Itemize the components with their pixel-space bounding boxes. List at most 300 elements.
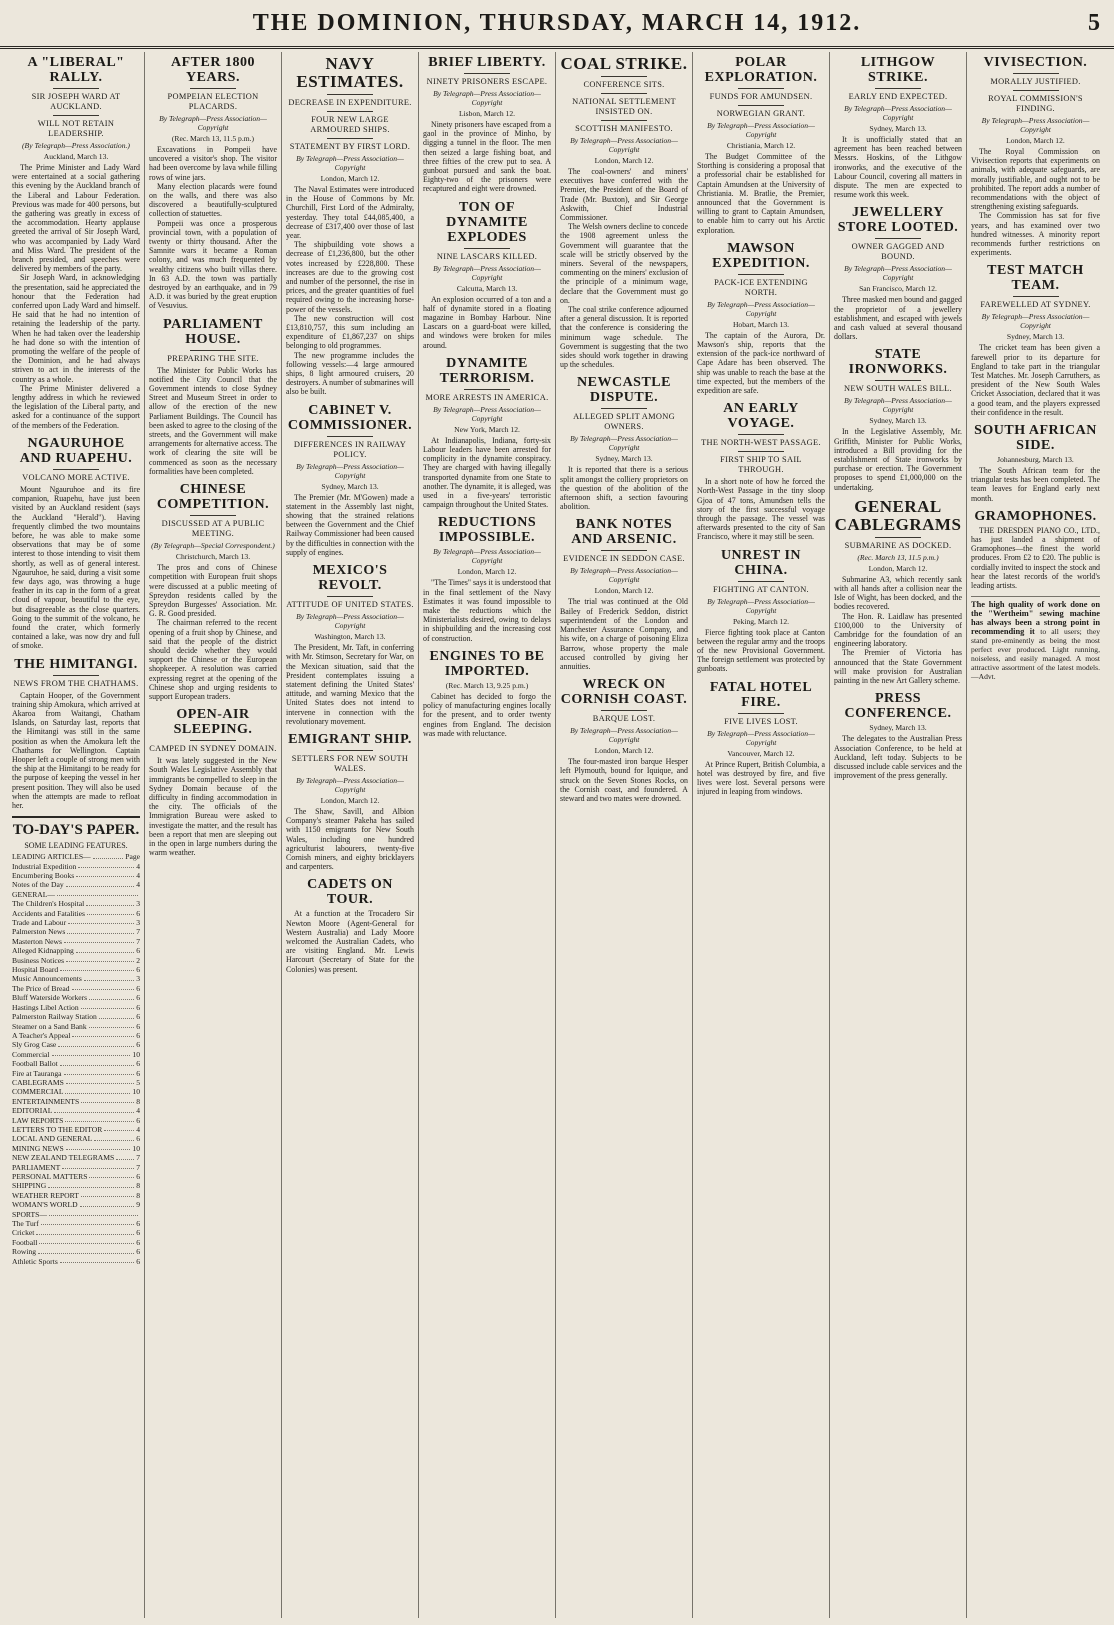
index-page: 5 <box>136 1077 140 1087</box>
index-leader <box>67 927 134 933</box>
article-subheading: CAMPED IN SYDNEY DOMAIN. <box>149 744 277 754</box>
index-label: Music Announcements <box>12 974 82 984</box>
article-byline: By Telegraph—Press Association—Copyright <box>707 728 815 747</box>
article-byline: By Telegraph—Press Association—Copyright <box>433 547 541 566</box>
article-subheading: ALLEGED SPLIT AMONG OWNERS. <box>573 412 675 432</box>
index-page: 6 <box>136 1040 140 1050</box>
article-subheading: FOUR NEW LARGE ARMOURED SHIPS. <box>310 115 390 134</box>
article-subheading: PREPARING THE SITE. <box>167 353 259 363</box>
index-page: 6 <box>136 983 140 993</box>
index-row <box>12 1116 140 1125</box>
article <box>286 563 414 726</box>
headline-rule <box>738 105 784 106</box>
index-leader <box>64 937 134 943</box>
article <box>560 55 688 369</box>
index-leader <box>81 1003 135 1009</box>
index-label: Hastings Libel Action <box>12 1002 79 1012</box>
index-row <box>12 927 140 936</box>
index-row <box>12 1012 140 1021</box>
article-paragraph: The Shaw, Savill, and Albion Company's steamer Pakeha has sailed with 1150 emigrants for New South Wales, including one hundred agriculturist labourers, twenty-five Cornish miners, and eighty bricklayers and carpenters. <box>286 806 414 872</box>
index-leader <box>104 1125 134 1131</box>
index-label: Sly Grog Case <box>12 1040 57 1050</box>
article-paragraph: The new programme includes the following vessels:—4 large armoured ships, 8 light armoured cruisers, 20 destroyers. A number of submarines will also be built. <box>286 350 414 397</box>
article-dateline: London, March 12. <box>594 586 654 596</box>
index-label: Commercial <box>12 1049 50 1059</box>
article <box>149 482 277 701</box>
article-subheading: ATTITUDE OF UNITED STATES. <box>286 600 414 610</box>
index-label: EDITORIAL <box>12 1106 53 1116</box>
index-leader <box>60 1059 134 1065</box>
index-row <box>12 965 140 974</box>
index-page: 9 <box>136 1200 140 1210</box>
article-paragraph: The Commission has sat for five years, and has examined over two hundred witnesses. A minority report recommends further restrictions on experiments. <box>971 211 1100 258</box>
article-subheading: NINE LASCARS KILLED. <box>436 251 538 261</box>
index-row <box>12 890 140 899</box>
article-headline: BRIEF LIBERTY. <box>428 55 546 70</box>
index-label: Accidents and Fatalities <box>12 908 85 918</box>
article-headline: CADETS ON TOUR. <box>307 877 393 908</box>
index-leader <box>58 1040 134 1046</box>
article-paragraph: Fierce fighting took place at Canton between the regular army and the troops of the new Provisional Government. The foreign settlement was protected by gunboats. <box>697 627 825 674</box>
article-paragraph: The Prime Minister and Lady Ward were entertained at a social gathering this evening by the Auckland branch of the Liberal and Labour Federation. Previous was made for 400 persons, but the gathering was greatly in excess of the accommodation. Hearty applause greeted the arrival of Sir Joseph Ward, who was accompanied by Lady Ward and Miss Ward. The president of the branch presided, and speeches were delivered by members of the party. <box>12 163 140 274</box>
index-leader <box>60 965 134 971</box>
article-paragraph: At Indianapolis, Indiana, forty-six Labour leaders have been arrested for complicity in the dynamite conspiracy. They are charged with having illegally transported dynamite from one State to another. The dynamite, it is alleged, was used in a five-years' terroristic campaign throughout the United States. <box>423 435 551 510</box>
index-page: 6 <box>136 1256 140 1266</box>
index-label: Trade and Labour <box>12 918 67 928</box>
index-leader <box>81 1097 134 1103</box>
article-dateline: Sydney, March 13. <box>869 723 927 733</box>
index-leader <box>72 984 135 990</box>
article <box>12 657 140 811</box>
headline-rule <box>53 115 99 116</box>
article-headline: COAL STRIKE. <box>560 54 688 73</box>
article-headline: REDUCTIONS IMPOSSIBLE. <box>437 515 537 546</box>
index-row <box>12 918 140 927</box>
index-leader <box>81 1191 134 1197</box>
index-leader <box>66 956 134 962</box>
index-page: 6 <box>136 1134 140 1144</box>
headline-rule <box>53 469 99 470</box>
article-subheading: POMPEIAN ELECTION PLACARDS. <box>167 92 259 111</box>
index-row <box>12 852 140 861</box>
index-row <box>12 946 140 955</box>
article-paragraph: The delegates to the Australian Press Association Conference, to be held at Auckland, left today. Subjects to be discussed include cable services and the improvement of the press generally. <box>834 734 962 781</box>
index-title: TO-DAY'S PAPER. <box>12 816 140 839</box>
article-subheading: DISCUSSED AT A PUBLIC MEETING. <box>161 519 265 539</box>
article-subheading: FIVE LIVES LOST. <box>724 716 798 726</box>
article <box>971 423 1100 503</box>
column-5 <box>556 52 693 1618</box>
article-byline: By Telegraph—Press Association—Copyright <box>707 299 815 318</box>
article-paragraph: In a short note of how he forced the North-West Passage in the tiny sloop Gjoa of 47 tons, Amundsen tells the story of the first successful voyage through the passage. The vessel was afterwards presented to the city of San Francisco, where it may still be seen. <box>697 477 825 542</box>
index-row <box>12 1040 140 1049</box>
article-headline: PARLIAMENT HOUSE. <box>163 316 263 347</box>
article <box>697 241 825 395</box>
index-row <box>12 984 140 993</box>
article-dateline: Calcutta, March 13. <box>456 283 518 293</box>
article-headline: GRAMOPHONES. <box>974 508 1097 524</box>
index-label: Football <box>12 1237 38 1247</box>
index-row <box>12 862 140 871</box>
article-byline: By Telegraph—Press Association—Copyright <box>296 775 404 794</box>
index-row <box>12 1125 140 1134</box>
index-label: Notes of the Day <box>12 880 64 890</box>
index-leader <box>72 1031 134 1037</box>
index-label: CABLEGRAMS <box>12 1077 64 1087</box>
article-headline: MAWSON EXPEDITION. <box>712 240 810 271</box>
article-paragraph: The Minister for Public Works has notified the City Council that the Government intends to close Sydney Street and Museum Street in order to allow of the erection of the new Parliament Buildings. The Council has been asked to agree to the closing of the streets, and the Government will make arrangements for alternative access. The work of clearing the site will be commenced as soon as the necessary formalities have been completed. <box>149 365 277 476</box>
index-page: 6 <box>136 1237 140 1247</box>
index-leader <box>66 1078 134 1084</box>
index-page: 4 <box>136 880 140 890</box>
column-7 <box>830 52 967 1618</box>
article-dateline: San Francisco, March 12. <box>859 284 937 294</box>
article-paragraph: The four-masted iron barque Hesper left Plymouth, bound for Iquique, and struck on the Seven Stones Rocks, on the Cornish coast, and foundered. A steward and two mates were drowned. <box>560 757 688 803</box>
index-row <box>12 1050 140 1059</box>
headline-rule <box>190 88 236 89</box>
article-headline: DYNAMITE TERRORISM. <box>439 355 535 386</box>
index-page: 10 <box>132 1143 140 1153</box>
index-row <box>12 871 140 880</box>
article-byline: By Telegraph—Press Association—Copyright <box>570 566 678 585</box>
article-subheading: VOLCANO MORE ACTIVE. <box>22 472 130 482</box>
index-row <box>12 974 140 983</box>
page-number: 5 <box>1088 10 1100 36</box>
index-row <box>12 880 140 889</box>
article-byline: By Telegraph—Press Association—Copyright <box>844 396 952 415</box>
article-byline: By Telegraph—Press Association—Copyright <box>296 612 404 631</box>
index-page: 8 <box>136 1190 140 1200</box>
article <box>834 498 962 685</box>
article-subheading: EARLY END EXPECTED. <box>848 92 948 101</box>
article <box>423 649 551 738</box>
index-leader <box>99 1012 134 1018</box>
article-byline: By Telegraph—Press Association—Copyright <box>844 264 952 283</box>
article-subheading: NINETY PRISONERS ESCAPE. <box>426 77 548 86</box>
article-byline: (By Telegraph—Press Association.) <box>22 141 130 150</box>
article-dateline: London, March 12. <box>457 567 517 577</box>
article-subheading: FUNDS FOR AMUNDSEN. <box>709 92 813 101</box>
article-subheading: SETTLERS FOR NEW SOUTH WALES. <box>291 753 409 773</box>
article-paragraph: The Hon. R. Laidlaw has presented £100,000 to the University of Cambridge for the foundation of an engineering laboratory. <box>834 611 962 649</box>
headline-rule <box>601 76 647 77</box>
index-row <box>12 1172 140 1181</box>
article-paragraph: Cabinet has decided to forgo the policy of manufacturing engines locally for the present, and to order twenty engines from England. The decision was made with reluctance. <box>423 691 551 738</box>
headline-rule <box>1013 296 1059 297</box>
index-page: 6 <box>136 965 140 975</box>
article-headline: UNREST IN CHINA. <box>720 547 802 578</box>
index-page: 7 <box>136 936 140 946</box>
advertisement-text: to all users; they stand pre-eminently as being the most perfect ever produced. Light running, noiseless, and easily managed. A most attractive assortment of the latest models.—Advt. <box>971 627 1101 682</box>
index-label: SHIPPING <box>12 1181 47 1191</box>
article-headline: STATE IRONWORKS. <box>848 347 948 378</box>
article-subheading: WILL NOT RETAIN LEADERSHIP. <box>37 119 115 138</box>
article-subheading: THE NORTH-WEST PASSAGE. <box>701 438 821 448</box>
article-byline: By Telegraph—Press Association—Copyright <box>296 461 404 480</box>
masthead <box>0 0 1114 49</box>
article-subheading: PACK-ICE EXTENDING NORTH. <box>714 277 808 297</box>
index-row <box>12 1228 140 1237</box>
index-leader <box>65 1087 130 1093</box>
index-row <box>12 1191 140 1200</box>
index-leader <box>66 880 135 886</box>
article-subheading: OWNER GAGGED AND BOUND. <box>851 242 945 262</box>
headline-rule <box>327 750 373 751</box>
index-label: WOMAN'S WORLD <box>12 1200 78 1210</box>
article-paragraph: The Prime Minister delivered a lengthy address in which he reviewed the legislation of the Liberal party, and asked for a continuance of the support of the members of the Federation. <box>12 383 140 430</box>
article-byline: By Telegraph—Press Association—Copyright <box>707 596 815 615</box>
index-page: 6 <box>136 908 140 918</box>
article-byline: (By Telegraph—Special Correspondent.) <box>151 541 275 551</box>
index-leader <box>41 1219 134 1225</box>
article-subheading: CONFERENCE SITS. <box>583 80 665 89</box>
article-paragraph: The coal-owners' and miners' executives have conferred with the Premier, the President of the Board of Trade (Mr. Buxton), and Sir George Askwith, Chief Industrial Commissioner. <box>560 167 688 223</box>
index-leader <box>39 1238 134 1244</box>
article <box>697 548 825 674</box>
article <box>560 517 688 671</box>
index-label: PARLIAMENT <box>12 1162 61 1172</box>
article-dateline: Sydney, March 13. <box>869 416 927 426</box>
article-subheading: NATIONAL SETTLEMENT INSISTED ON. <box>572 97 676 116</box>
article-dateline: Johannesburg, March 13. <box>997 455 1074 465</box>
article-paragraph: In the Legislative Assembly, Mr. Griffith, Minister for Public Works, introduced a Bill providing for the establishment of State ironworks by purchase or erection. The Government proposes to spend £1,000,000 on the undertaking. <box>834 427 962 492</box>
headline-rule <box>327 138 373 139</box>
index-leader <box>76 871 134 877</box>
article-headline: THE HIMITANGI. <box>14 656 138 672</box>
index-label: Steamer on a Sand Bank <box>12 1021 87 1031</box>
article-headline: BANK NOTES AND ARSENIC. <box>571 517 677 548</box>
index-page: 7 <box>136 927 140 937</box>
index-leader <box>60 1257 134 1263</box>
article-paragraph: Three masked men bound and gagged the proprietor of a jewellery establishment, and escaped with jewels and cash valued at several thousand dollars. <box>834 295 962 342</box>
article <box>149 55 277 311</box>
index-page: 4 <box>136 871 140 880</box>
article-paragraph: THE DRESDEN PIANO CO., LTD., has just landed a shipment of Gramophones—the finest the world produces. From £2 to £20. The public is cordially invited to inspect the stock and hear the latest records of the world's leading artists. <box>971 525 1100 591</box>
article-dateline: Sydney, March 13. <box>595 454 653 464</box>
index-leader <box>78 862 134 868</box>
article-paragraph: The South African team for the triangular tests has been completed. The team leaves for England early next month. <box>971 466 1100 503</box>
article <box>423 55 551 194</box>
article-headline: WRECK ON CORNISH COAST. <box>560 677 688 708</box>
headline-rule <box>738 88 784 89</box>
article-headline: PRESS CONFERENCE. <box>844 691 952 722</box>
headline-rule <box>327 596 373 597</box>
index-leader <box>68 918 134 924</box>
index-leader <box>57 890 138 896</box>
article-headline: MEXICO'S REVOLT. <box>312 563 388 594</box>
headline-rule <box>601 710 647 711</box>
index-label: Cricket <box>12 1228 35 1238</box>
article <box>423 515 551 642</box>
index-label: A Teacher's Appeal <box>12 1030 71 1040</box>
index-row <box>12 1144 140 1153</box>
index-label: LAW REPORTS <box>12 1115 64 1125</box>
article-headline: VIVISECTION. <box>983 55 1088 70</box>
index-leader <box>89 993 134 999</box>
article-subheading: FAREWELLED AT SYDNEY. <box>980 300 1091 310</box>
article <box>834 55 962 199</box>
article-subheading: DECREASE IN EXPENDITURE. <box>288 98 412 107</box>
headline-rule <box>601 550 647 551</box>
index-page: 3 <box>136 974 140 984</box>
index-row <box>12 1257 140 1266</box>
headline-rule <box>464 389 510 390</box>
article-dateline: London, March 12. <box>320 795 380 805</box>
index-page: 4 <box>136 1124 140 1134</box>
index-leader <box>94 1134 134 1140</box>
index-leader <box>87 909 134 915</box>
index-leader <box>64 1069 135 1075</box>
index-label: ENTERTAINMENTS <box>12 1096 80 1106</box>
article-paragraph: The trial was continued at the Old Bailey of Frederick Seddon, district superintendent of the London and Manchester Assurance Company, and his wife, on a charge of poisoning Eliza Barrow, whose property the male accused controlled by giving her annuities. <box>560 597 688 671</box>
article <box>697 680 825 797</box>
index-label: SPORTS— <box>12 1209 47 1219</box>
article-subheading: SCOTTISH MANIFESTO. <box>575 124 673 133</box>
article-headline: GENERAL CABLEGRAMS <box>834 496 962 534</box>
article-paragraph: Mount Ngauruhoe and its fire companion, Ruapehu, have just been visited by an Auckland resident (says the Auckland "Herald"). Having frequently climbed the two mountains before, he was able to make some observations that may be of some interest to those intending to visit them shortly, as well as of general interest. Ngauruhoe, he said, during a visit some few days ago, was throwing a huge feather in its cap in the form of a great cloud of vapour, beautiful to the eye, but disagreeable as the close quarters. Going to the summit of the volcano, he found the crater, which formerly contained a lake, was now dry and full of smoke. <box>12 484 140 651</box>
article-byline: By Telegraph—Press Association—Copyright <box>433 89 541 107</box>
index-row <box>12 1031 140 1040</box>
index-row <box>12 1097 140 1106</box>
index-row <box>12 1069 140 1078</box>
index-row <box>12 1078 140 1087</box>
article-paragraph: Excavations in Pompeii have uncovered a visitor's shop. The visitor had been overcome by lava while filling rows of wine jars. <box>149 145 277 182</box>
headline-rule <box>1013 90 1059 91</box>
index-label: LEADING ARTICLES— <box>12 852 91 862</box>
index-leader <box>93 852 124 858</box>
index-row <box>12 1153 140 1162</box>
article-byline: (Rec. March 13, 11.5 p.m.) <box>857 552 939 562</box>
headline-rule <box>53 675 99 676</box>
headline-rule <box>601 120 647 121</box>
headline-rule <box>327 94 373 95</box>
index-page: 6 <box>136 993 140 1003</box>
article-paragraph: The coal strike conference adjourned after a general discussion. It is reported that the conference is considering the minimum wage schedule. The Government is suggesting that the two sides should work together in drawing up the schedules. <box>560 305 688 370</box>
index-label: GENERAL— <box>12 889 56 899</box>
article-paragraph: It is unofficially stated that an agreement has been reached between Messrs. Hoskins, of the Lithgow ironworks, and the executive of the Labour Council, covering all matters in dispute. The men are expected to resume work this week. <box>834 135 962 200</box>
index-row <box>12 1238 140 1247</box>
article <box>971 509 1100 590</box>
index-page: 6 <box>136 1247 140 1257</box>
article <box>834 691 962 780</box>
article <box>971 263 1100 417</box>
article-paragraph: Many election placards were found on the walls, and there was also discovered a beautifully-sculptured collection of statuettes. <box>149 181 277 219</box>
column-4 <box>419 52 556 1618</box>
index-row <box>12 1003 140 1012</box>
article <box>286 877 414 973</box>
article-dateline: London, March 12. <box>1006 136 1065 145</box>
index-leader <box>36 1228 134 1234</box>
article-paragraph: The Royal Commission on Vivisection reports that experiments on animals, with adequate safeguards, are morally justifiable, and ought not to be prohibited. The report adds a number of recommendations with the object of strengthening existing safeguards. <box>971 147 1100 212</box>
article-dateline: Auckland, March 13. <box>43 152 109 161</box>
index-row <box>12 1134 140 1143</box>
article-byline: By Telegraph—Press Association—Copyright <box>570 434 678 453</box>
headline-rule <box>327 111 373 112</box>
index-leader <box>80 1200 135 1206</box>
index-page: 6 <box>136 1012 140 1022</box>
columns <box>8 52 1106 1618</box>
article-dateline: Washington, March 13. <box>314 632 386 642</box>
index-leader <box>38 1247 134 1253</box>
article-paragraph: The Premier of Victoria has announced that the State Government will make provision for Australian painting in the new Art Gallery scheme. <box>834 648 962 686</box>
index-row <box>12 1059 140 1068</box>
index-label: Hospital Board <box>12 965 59 975</box>
index-leader <box>49 1210 138 1216</box>
article <box>286 55 414 397</box>
column-6 <box>693 52 830 1618</box>
article <box>149 707 277 857</box>
headline-rule <box>738 434 784 435</box>
article <box>423 356 551 510</box>
column-8 <box>967 52 1104 1618</box>
index-page: 6 <box>136 946 140 956</box>
index-label: Encumbering Books <box>12 871 75 880</box>
headline-rule <box>1013 73 1059 74</box>
index-label: LETTERS TO THE EDITOR <box>12 1124 103 1134</box>
article-paragraph: The Naval Estimates were introduced in the House of Commons by Mr. Churchill, First Lord of the Admiralty, yesterday. They total £44,085,400, a decrease of £317,400 over those of last year. <box>286 185 414 241</box>
article-headline: NGAURUHOE AND RUAPEHU. <box>19 435 133 466</box>
index-label: WEATHER REPORT <box>12 1190 79 1200</box>
article-paragraph: At Prince Rupert, British Columbia, a hotel was destroyed by fire, and five lives were lost. Several persons were injured in leaping from windows. <box>697 759 825 797</box>
index-label: Masterton News <box>12 936 62 946</box>
headline-rule <box>875 238 921 239</box>
article <box>834 347 962 491</box>
index-row <box>12 899 140 908</box>
article-subheading: FIRST SHIP TO SAIL THROUGH. <box>720 455 802 475</box>
index-leader <box>84 974 134 980</box>
article-paragraph: It was lately suggested in the New South Wales Legislative Assembly that immigrants be compelled to sleep in the Sydney Domain because of the difficulty in finding accommodation in the city. The officials of the Immigration Bureau were asked to investigate the matter, and the result has been a report that men are sleeping out in the open in large numbers during the warm weather. <box>149 756 277 858</box>
article-paragraph: The Premier (Mr. M'Gowen) made a statement in the Assembly last night, showing that the strained relations between the Government and the Chief Railway Commissioner had been caused by the difficulties in connection with the supply of engines. <box>286 492 414 557</box>
index-label: MINING NEWS <box>12 1143 64 1153</box>
article <box>12 436 140 651</box>
index-row <box>12 1247 140 1256</box>
index-label: The Turf <box>12 1219 39 1229</box>
article-headline: ENGINES TO BE IMPORTED. <box>429 648 545 679</box>
index-leader <box>65 1116 134 1122</box>
index-page: 6 <box>136 1172 140 1181</box>
headline-rule <box>875 537 921 538</box>
article-paragraph: The cricket team has been given a farewell prior to its departure for England to take part in the triangular Test Matches. Mr. Joseph Carruthers, as president of the New South Wales Cricket Association, declared that it was a good team, and the players expressed their confidence in the result. <box>971 343 1100 417</box>
headline-rule <box>738 581 784 582</box>
article-subheading: MORE ARRESTS IN AMERICA. <box>425 392 549 402</box>
index-row <box>12 1106 140 1115</box>
newspaper-title: THE DOMINION, THURSDAY, MARCH 14, 1912. <box>252 10 862 36</box>
article-paragraph: Submarine A3, which recently sank with all hands after a collision near the Isle of Wight, has been docked, and the bodies recovered. <box>834 574 962 612</box>
article-paragraph: The chairman referred to the recent opening of a fruit shop by Chinese, and said that the people of the district should decide whether they would support the Chinese or the European shopkeeper. A resolution was carried expressing regret at the opening of the Chinese shop and urging residents to support European traders. <box>149 618 277 701</box>
article-dateline: (Rec. March 13, 11.5 p.m.) <box>171 134 255 143</box>
article <box>834 205 962 341</box>
index-page: 2 <box>136 955 140 965</box>
index-page: 6 <box>136 1115 140 1125</box>
article-subheading: STATEMENT BY FIRST LORD. <box>289 142 411 151</box>
index-label: Alleged Kidnapping <box>12 946 74 956</box>
article <box>286 403 414 557</box>
article-paragraph: "The Times" says it is understood that in the final settlement of the Navy Estimates it was found impossible to make the reductions which the Ministerialists desired, owing to delays in shipbuilding and the increasing cost of construction. <box>423 578 551 643</box>
article-subheading: SUBMARINE AS DOCKED. <box>844 540 952 550</box>
article-headline: SOUTH AFRICAN SIDE. <box>974 423 1097 454</box>
headline-rule <box>601 408 647 409</box>
article-paragraph: An explosion occurred of a ton and a half of dynamite stored in a floating magazine in Bombay Harbour. Nine Lascars on a guard-boat were killed, and windows were broken for miles around. <box>423 294 551 350</box>
article-headline: POLAR EXPLORATION. <box>704 55 818 85</box>
headline-rule <box>738 451 784 452</box>
index-leader <box>54 1106 134 1112</box>
article <box>286 732 414 871</box>
index-page: 6 <box>136 1030 140 1040</box>
article <box>697 401 825 541</box>
article-byline: By Telegraph—Press Association—Copyright <box>433 404 541 423</box>
index-page: 7 <box>136 1153 140 1163</box>
headline-rule <box>875 88 921 89</box>
